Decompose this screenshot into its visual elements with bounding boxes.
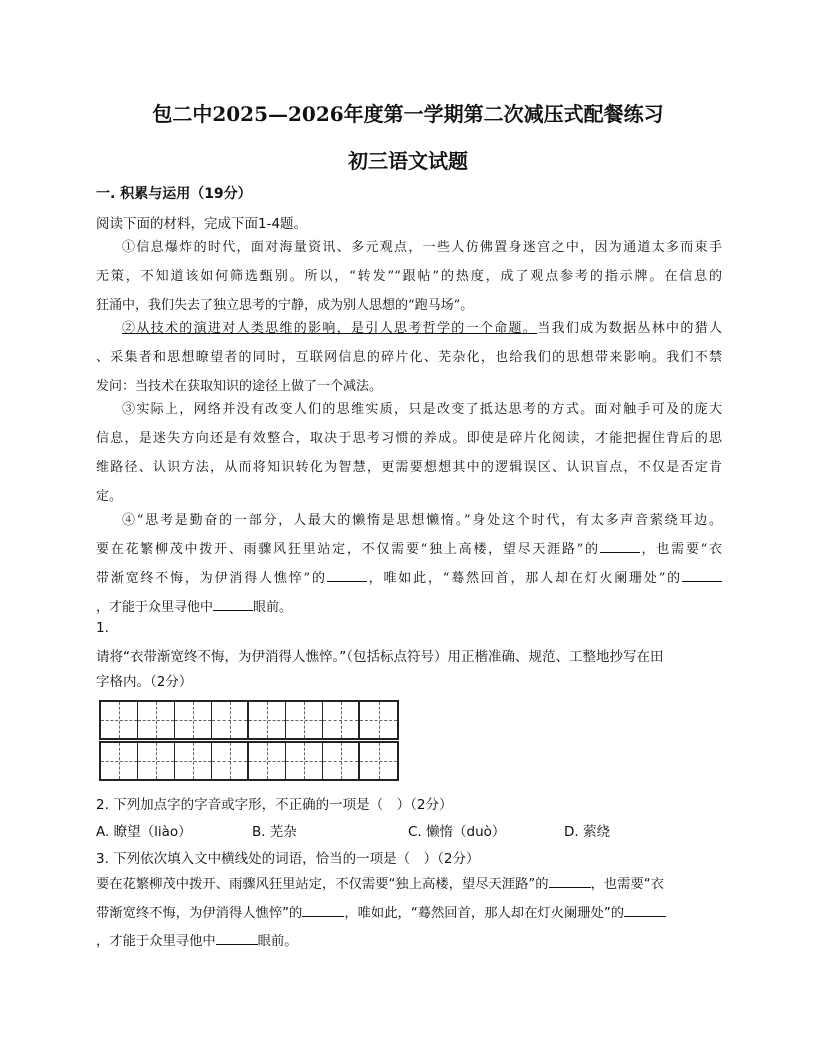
grid-cell[interactable] — [138, 702, 175, 738]
passage-line: ①信息爆炸的时代，面对海量资讯、多元观点，一些人仿佛置身迷宫之中，因为通道太多而束手 — [122, 240, 722, 255]
question-2-text: 2. 下列加点字的字音或字形，不正确的一项是（ ）（2分） — [96, 797, 453, 813]
passage-line: 维路径、认识方法，从而将知识转化为智慧，更需要想想其中的逻辑误区、认识盲点，不仅是否定肯 — [96, 460, 722, 475]
section-heading: 一. 积累与运用（19分） — [96, 186, 252, 202]
underlined-sentence: ②从技术的演进对人类思维的影响，是引人思考哲学的一个命题。 — [122, 321, 538, 336]
question-text: ，才能于众里寻他中 — [96, 934, 216, 949]
passage-text: ，才能于众里寻他中 — [96, 600, 214, 615]
fill-blank — [327, 567, 367, 582]
question-text: 眼前。 — [257, 934, 298, 949]
option-d[interactable]: D. 萦绕 — [564, 824, 610, 840]
passage-text: ，唯如此，“蓦然回首，那人却在灯火阑珊处”的 — [366, 571, 682, 586]
question-text: 带渐宽终不悔，为伊消得人憔悴”的 — [96, 906, 303, 921]
passage-line: 定。 — [96, 489, 123, 504]
option-c[interactable]: C. 懒惰（duò） — [408, 824, 506, 840]
passage-text: 眼前。 — [253, 600, 293, 615]
passage-line — [96, 593, 722, 622]
question-text: ，唯如此，“蓦然回首，那人却在灯火阑珊处”的 — [344, 906, 625, 921]
grid-cell[interactable] — [175, 702, 212, 738]
question-3-line-3 — [96, 930, 298, 949]
question-3-line-1 — [96, 873, 664, 892]
section-intro: 阅读下面的材料，完成下面1-4题。 — [96, 216, 308, 232]
passage-line: ④“思考是勤奋的一部分，人最大的懒惰是思想懒惰。”身处这个时代，有太多声音萦绕耳边。 — [122, 513, 722, 528]
passage-line — [96, 535, 722, 564]
fill-blank — [216, 930, 258, 945]
grid-cell[interactable] — [360, 743, 397, 779]
grid-cell[interactable] — [212, 743, 249, 779]
question-3-text: 3. 下列依次填入文中横线处的词语，恰当的一项是（ ）（2分） — [96, 851, 480, 867]
grid-cell[interactable] — [101, 743, 138, 779]
fill-blank — [302, 902, 344, 917]
passage-text: ，也需要“衣 — [639, 542, 722, 557]
passage-text: 带渐宽终不悔，为伊消得人憔悴”的 — [96, 571, 327, 586]
grid-cell[interactable] — [286, 702, 323, 738]
option-a[interactable]: A. 瞭望（liào） — [96, 824, 192, 840]
passage-line: 发问：当技术在获取知识的途径上做了一个减法。 — [96, 379, 383, 394]
passage-line — [96, 564, 722, 593]
passage-paragraph-4 — [96, 506, 722, 622]
page-subtitle: 初三语文试题 — [348, 149, 468, 173]
question-text: ，也需要“衣 — [590, 877, 664, 892]
passage-line: 无策，不知道该如何筛选甄别。所以，“转发”“跟帖”的热度，成了观点参考的指示牌。在信息的 — [96, 269, 722, 284]
passage-paragraph-1 — [96, 233, 722, 320]
question-1-number: 1. — [96, 620, 109, 636]
fill-blank — [549, 873, 591, 888]
grid-cell[interactable] — [323, 743, 360, 779]
question-text: 要在花繁柳茂中拨开、雨骤风狂里站定，不仅需要“独上高楼，望尽天涯路”的 — [96, 877, 549, 892]
page-title: 包二中2025—2026年度第一学期第二次减压式配餐练习 — [152, 102, 664, 126]
fill-blank — [624, 902, 666, 917]
fill-blank — [682, 567, 722, 582]
grid-cell[interactable] — [323, 702, 360, 738]
passage-line: ③实际上，网络并没有改变人们的思维实质，只是改变了抵达思考的方式。面对触手可及的庞大 — [122, 402, 722, 417]
passage-line — [96, 314, 722, 343]
passage-line: 、采集者和思想瞭望者的同时，互联网信息的碎片化、芜杂化，也给我们的思想带来影响。我们不禁 — [96, 350, 722, 365]
question-1-text-line2: 字格内。（2分） — [96, 674, 193, 690]
tianzige-grid-row-2[interactable] — [99, 741, 399, 781]
grid-cell[interactable] — [101, 702, 138, 738]
grid-cell[interactable] — [249, 743, 286, 779]
grid-cell[interactable] — [249, 702, 286, 738]
passage-text: 要在花繁柳茂中拨开、雨骤风狂里站定，不仅需要“独上高楼，望尽天涯路”的 — [96, 542, 600, 557]
grid-cell[interactable] — [175, 743, 212, 779]
option-b[interactable]: B. 芜杂 — [252, 824, 297, 840]
question-1-text: 请将“衣带渐宽终不悔，为伊消得人憔悴。”（包括标点符号）用正楷准确、规范、工整地抄写在田 — [96, 649, 664, 665]
grid-cell[interactable] — [360, 702, 397, 738]
grid-cell[interactable] — [286, 743, 323, 779]
tianzige-grid-row-1[interactable] — [99, 700, 399, 740]
grid-cell[interactable] — [138, 743, 175, 779]
fill-blank — [213, 596, 253, 611]
question-3-line-2 — [96, 902, 666, 921]
passage-paragraph-3 — [96, 395, 722, 511]
grid-cell[interactable] — [212, 702, 249, 738]
fill-blank — [600, 538, 640, 553]
passage-line: 信息，是迷失方向还是有效整合，取决于思考习惯的养成。即使是碎片化阅读，才能把握住背后的思 — [96, 431, 722, 446]
passage-line: 狂涌中，我们失去了独立思考的宁静，成为别人思想的“跑马场”。 — [96, 298, 474, 313]
passage-text: 当我们成为数据丛林中的猎人 — [537, 321, 722, 336]
passage-paragraph-2 — [96, 314, 722, 401]
